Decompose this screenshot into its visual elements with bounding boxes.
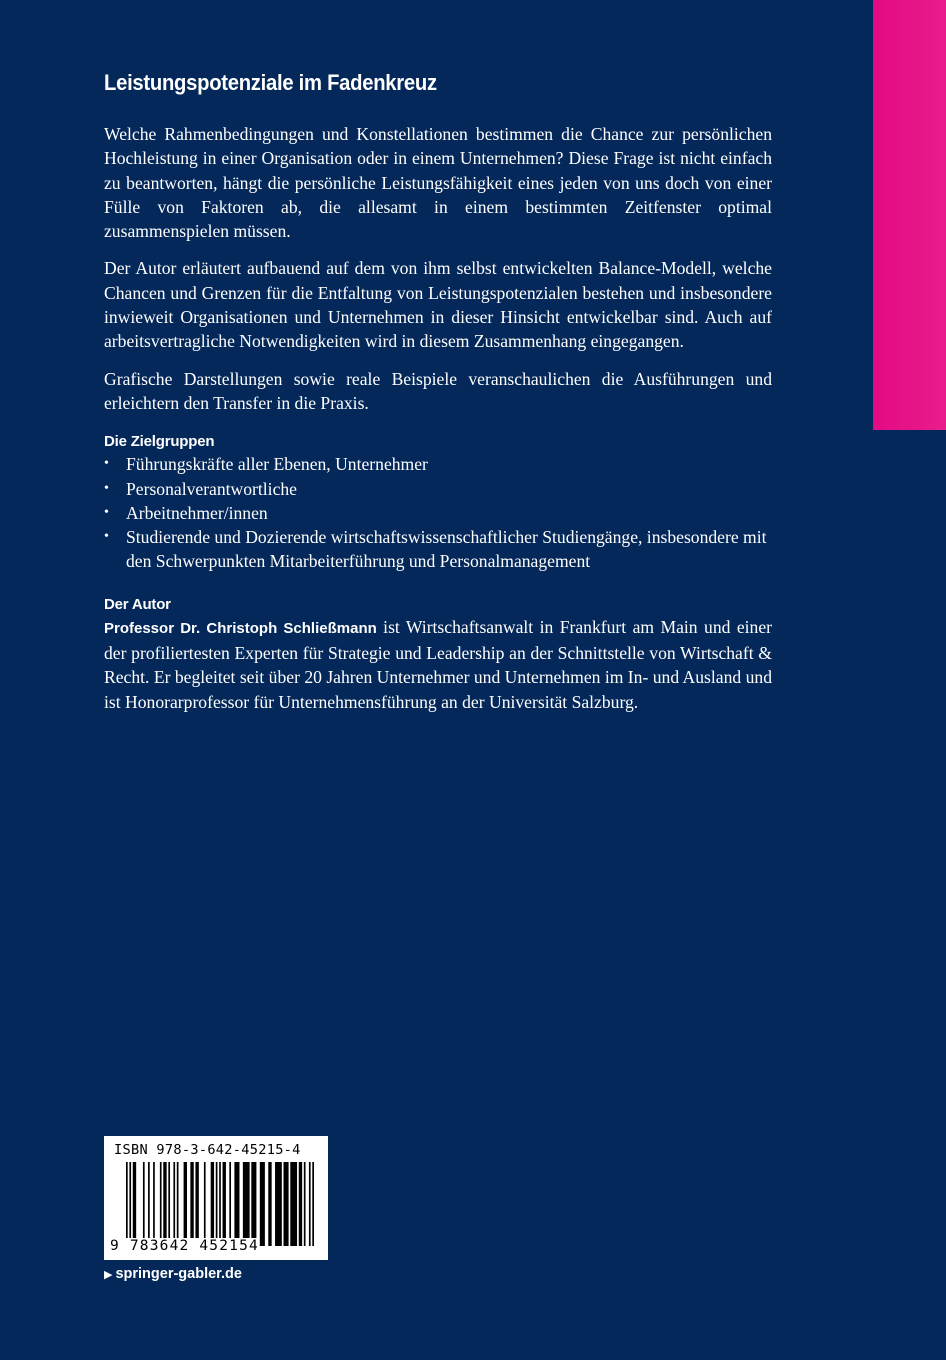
isbn-label: ISBN 978-3-642-45215-4 — [114, 1142, 301, 1158]
barcode-bar — [216, 1162, 218, 1246]
barcode-bar — [260, 1162, 265, 1246]
barcode-bar — [243, 1162, 250, 1246]
publisher-link[interactable] — [104, 1266, 242, 1282]
barcode-bar — [163, 1162, 166, 1246]
barcode-bar — [290, 1162, 297, 1246]
barcode-graphic — [126, 1162, 314, 1246]
barcode-bar — [160, 1162, 162, 1246]
barcode-bar — [126, 1162, 128, 1246]
barcode-bar — [211, 1162, 214, 1246]
target-groups-list — [104, 452, 772, 573]
arrow-icon: ▶ — [104, 1269, 113, 1281]
target-groups-heading: Die Zielgruppen — [104, 433, 215, 451]
barcode-digits: 9 783642 452154 — [110, 1238, 259, 1254]
barcode-bar — [229, 1162, 231, 1246]
isbn-barcode — [104, 1136, 328, 1260]
barcode-bar — [251, 1162, 256, 1246]
barcode-bar — [133, 1162, 136, 1246]
barcode-bar — [299, 1162, 302, 1246]
book-title: Leistungspotenziale im Fadenkreuz — [104, 70, 437, 95]
barcode-bar — [195, 1162, 198, 1246]
barcode-bar — [184, 1162, 187, 1246]
barcode-bar — [204, 1162, 206, 1246]
barcode-bar — [173, 1162, 175, 1246]
barcode-bar — [177, 1162, 179, 1246]
barcode-bar — [190, 1162, 193, 1246]
barcode-bar — [312, 1162, 314, 1246]
description-paragraph-3: Grafische Darstellungen sowie reale Beispiele veranschaulichen die Ausführungen und erleichtern den Transfer in die Praxis. — [104, 368, 772, 413]
author-name: Professor Dr. Christoph Schließmann — [104, 619, 377, 637]
target-group-item: • Arbeitnehmer/innen — [104, 501, 772, 525]
author-bio-text: ist Wirtschaftsanwalt in Frankfurt am Main und einer der profiliertesten Experten für Strategie und Leadership an der Schnittstelle von Wirtschaft & Recht. Er begleitet seit über 20 Jahren Unternehmer und Unternehmen im In- und Ausland und ist Honorarprofessor für Unternehmensführung an der Universität Salzburg. — [104, 616, 772, 712]
target-group-item: • Führungskräfte aller Ebenen, Unternehmer — [104, 452, 772, 476]
barcode-bar — [275, 1162, 282, 1246]
barcode-bar — [268, 1162, 271, 1246]
barcode-bar — [234, 1162, 239, 1246]
barcode-bar — [153, 1162, 155, 1246]
description-paragraph-1: Welche Rahmenbedingungen und Konstellationen bestimmen die Chance zur persönlichen Hochleistung in einer Organisation oder in einem Unternehmen? Diese Frage ist nicht einfach zu beantworten, hängt die persönliche Leistungsfähigkeit eines jeden von uns doch von einer Fülle von Faktoren ab, die allesamt in einem bestimmten Zeitfenster optimal zusammenspielen müssen. — [104, 124, 772, 242]
barcode-bar — [148, 1162, 150, 1246]
barcode-bar — [223, 1162, 226, 1246]
barcode-bar — [309, 1162, 311, 1246]
accent-color-bar — [873, 0, 946, 430]
barcode-bar — [284, 1162, 289, 1246]
author-bio — [104, 615, 772, 714]
publisher-url: springer-gabler.de — [115, 1266, 242, 1282]
barcode-bar — [129, 1162, 131, 1246]
author-heading: Der Autor — [104, 595, 171, 613]
barcode-bar — [168, 1162, 170, 1246]
barcode-bar — [143, 1162, 145, 1246]
target-group-item: • Personalverantwortliche — [104, 477, 772, 501]
barcode-bar — [304, 1162, 306, 1246]
barcode-bar — [219, 1162, 221, 1246]
description-paragraph-2: Der Autor erläutert aufbauend auf dem von ihm selbst entwickelten Balance-Modell, welche Chancen und Grenzen für die Entfaltung von Leistungspotenzialen bestehen und insbesondere inwieweit Organisationen und Unternehmen in dieser Hinsicht entwickelbar sind. Auch auf arbeitsvertragliche Notwendigkeiten wird in diesem Zusammenhang eingegangen. — [104, 258, 772, 352]
back-cover-text — [104, 70, 772, 727]
target-group-item: • Studierende und Dozierende wirtschaftswissenschaftlicher Studiengänge, insbesondere mit den Schwerpunkten Mitarbeiterführung und Personalmanagement — [104, 525, 772, 574]
